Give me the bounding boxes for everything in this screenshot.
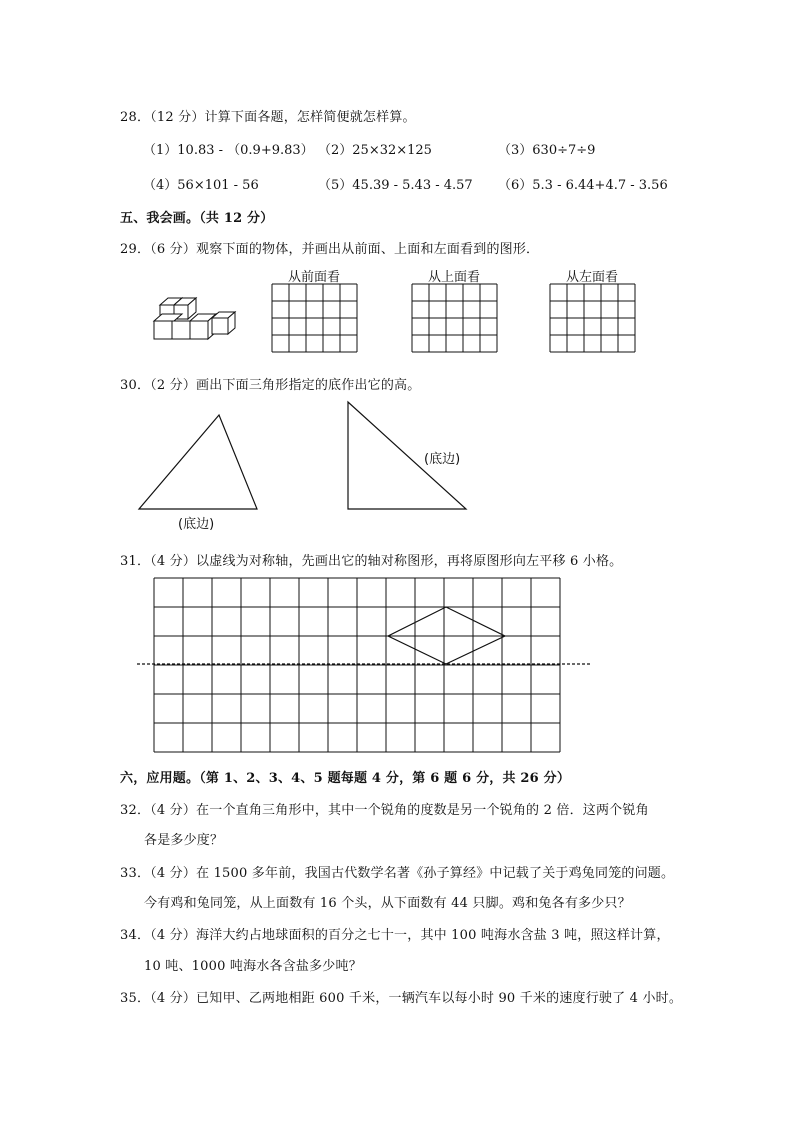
q28-title: 28．（12 分）计算下面各题，怎样简便就怎样算。 [120, 110, 416, 125]
q32-line2: 各是多少度？ [144, 833, 224, 848]
grid-label-left: 从左面看 [566, 270, 619, 285]
section6-heading: 六，应用题。（第 1、2、3、4、5 题每题 4 分，第 6 题 6 分，共 26 分） [120, 771, 571, 786]
front-view-grid[interactable] [272, 284, 357, 352]
cube-object-figure [154, 298, 235, 339]
q34-line1: 34．（4 分）海洋大约占地球面积的百分之七十一，其中 100 吨海水含盐 3 吨，照这样计算， [120, 928, 670, 943]
q28-item-1: （1）10.83 - （0.9+9.83） [143, 143, 314, 158]
top-view-grid[interactable] [412, 284, 497, 352]
q30-title: 30．（2 分）画出下面三角形指定的底作出它的高。 [120, 378, 421, 393]
grid-label-front: 从前面看 [288, 270, 341, 285]
base-label-left: (底边) [178, 517, 215, 532]
base-label-right: (底边) [424, 452, 461, 467]
grid-label-top: 从上面看 [428, 270, 481, 285]
left-view-grid[interactable] [550, 284, 635, 352]
section5-heading: 五、我会画。（共 12 分） [120, 211, 274, 226]
q28-item-3: （3）630÷7÷9 [498, 143, 596, 158]
q35-line1: 35．（4 分）已知甲、乙两地相距 600 千米，一辆汽车以每小时 90 千米的速度行驶了 4 小时。 [120, 991, 683, 1006]
q32-line1: 32．（4 分）在一个直角三角形中，其中一个锐角的度数是另一个锐角的 2 倍．这两个锐角 [120, 803, 649, 818]
q29-title: 29．（6 分）观察下面的物体，并画出从前面、上面和左面看到的图形． [120, 242, 540, 257]
q33-line1: 33．（4 分）在 1500 多年前，我国古代数学名著《孙子算经》中记载了关于鸡兔同笼的问题。 [120, 866, 675, 881]
q28-item-4: （4）56×101 - 56 [143, 178, 259, 193]
q28-item-2: （2）25×32×125 [318, 143, 432, 158]
translation-grid[interactable] [154, 578, 560, 752]
q28-item-6: （6）5.3 - 6.44+4.7 - 3.56 [498, 178, 668, 193]
q33-line2: 今有鸡和兔同笼，从上面数有 16 个头，从下面数有 44 只脚。鸡和兔各有多少只？ [144, 896, 631, 911]
q31-title: 31．（4 分）以虚线为对称轴，先画出它的轴对称图形，再将原图形向左平移 6 小格。 [120, 554, 623, 569]
triangle-acute [139, 415, 257, 509]
q28-item-5: （5）45.39 - 5.43 - 4.57 [318, 178, 473, 193]
q34-line2: 10 吨、1000 吨海水各含盐多少吨？ [144, 959, 362, 974]
